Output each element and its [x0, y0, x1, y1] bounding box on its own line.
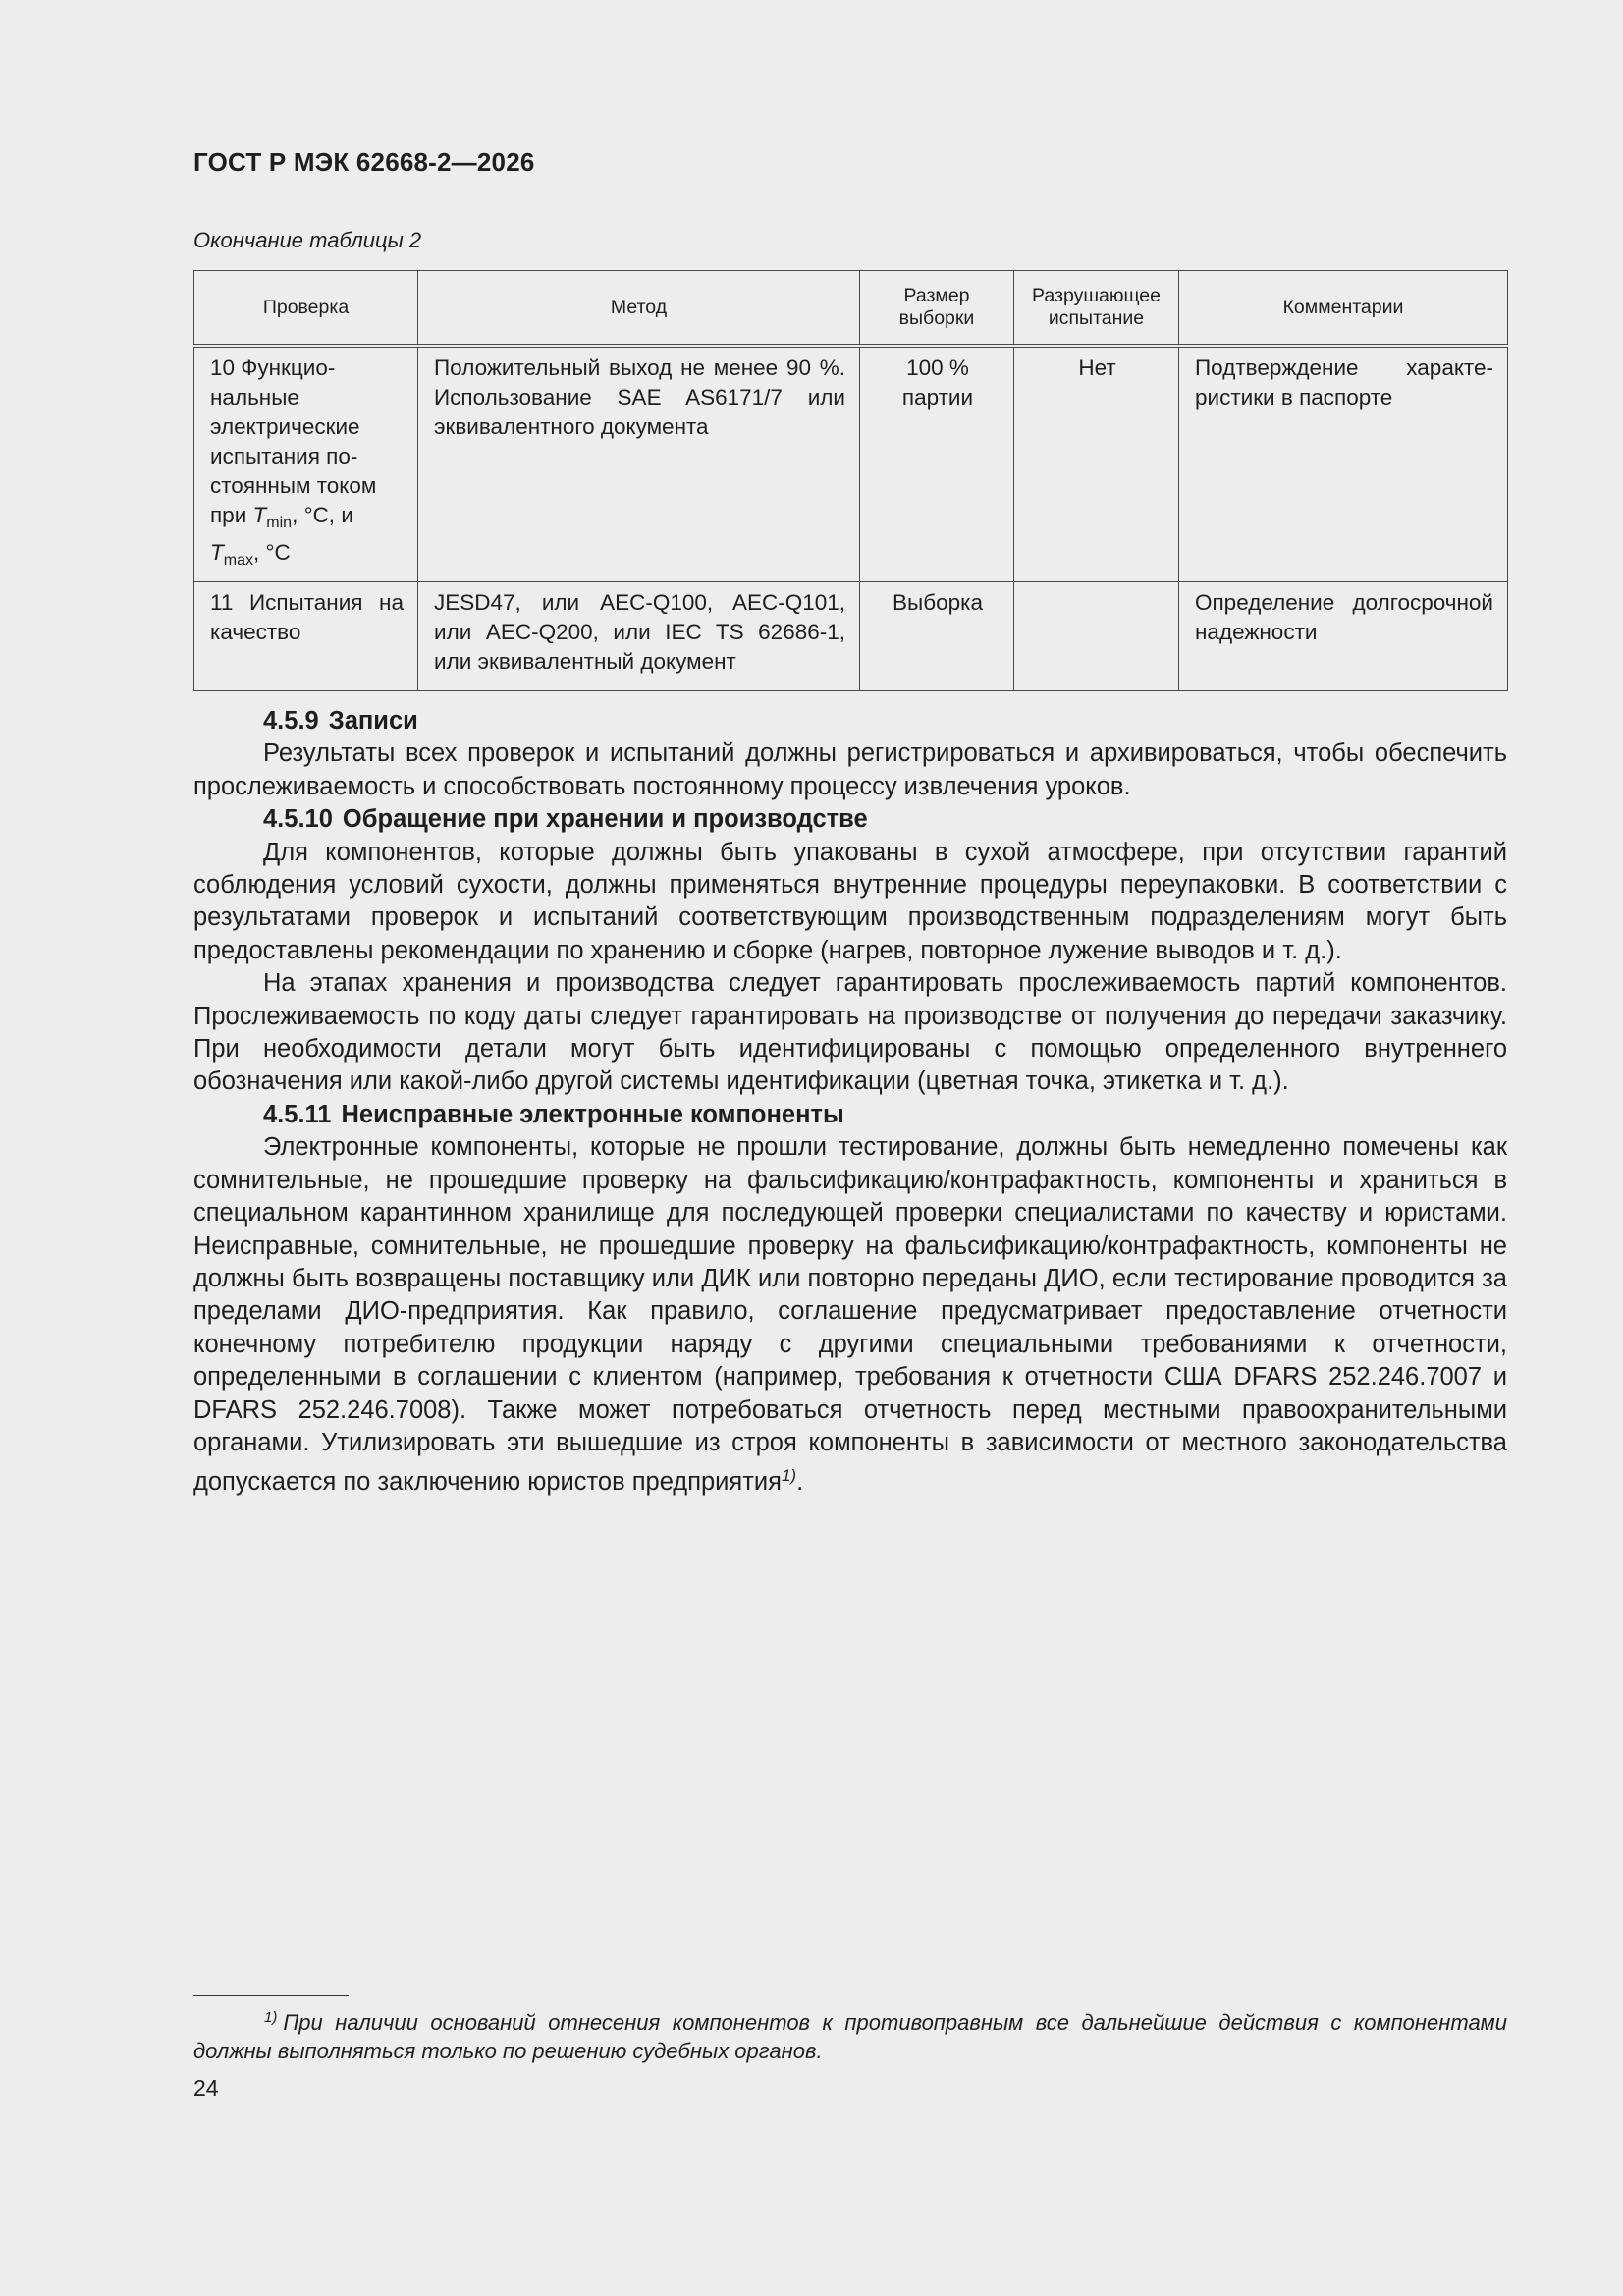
column-header-comments: Комментарии	[1179, 271, 1508, 347]
cell-destructive-test	[1014, 582, 1179, 691]
cell-comment: Определение долгосрочной надежности	[1179, 582, 1508, 691]
paragraph: Результаты всех проверок и испытаний должны регистрироваться и архивироваться, чтобы обеспечить прослеживаемость и способствовать постоянному процессу извлечения уроков.	[193, 739, 1507, 800]
inspection-table	[193, 270, 1508, 691]
page-number: 24	[193, 2075, 219, 2101]
cell-sample-size: Выборка	[860, 582, 1014, 691]
table-header-row	[194, 271, 1508, 347]
cell-comment: Подтверждение характеристики в паспорте	[1179, 346, 1508, 582]
footnote-marker: 1)	[264, 2009, 278, 2026]
document-header: ГОСТ Р МЭК 62668-2—2026	[193, 147, 535, 177]
footnote-text: При наличии оснований отнесения компонентов к противоправным все дальнейшие действия с компонентами должны выполняться только по решению судебных органов.	[193, 2010, 1507, 2063]
section-heading-4-5-11: 4.5.11 Неисправные электронные компоненты	[263, 1100, 844, 1128]
footnote	[193, 2003, 1507, 2065]
cell-check: 11 Испытания на качество	[194, 582, 418, 691]
paragraph: Электронные компоненты, которые не прошли тестирование, должны быть немедленно помечены как сомнительные, не прошедшие проверку на фальсификацию/контрафактность, компоненты и храниться в специальном карантинном хранилище для последующей проверки специалистами по качеству и юристами. Неисправные, сомнительные, не прошедшие проверку на фальсификацию/контрафактность, компоненты не должны быть возвращены поставщику или ДИК или повторно переданы ДИО, если тестирование проводится за пределами ДИО-предприятия. Как правило, соглашение предусматривает предоставление отчетности конечному потребителю продукции наряду с другими специальными требованиями к отчетности, определенными в соглашении с клиентом (например, требования к отчетности США DFARS 252.246.7007 и DFARS 252.246.7008). Также может потребоваться отчетность перед местными правоохранительными органами. Утилизировать эти вышедшие из строя компоненты в зависимости от местного законодательства допускается по заключению юристов предприятия$^{1)}$.	[193, 1133, 1507, 1497]
column-header-method: Метод	[418, 271, 860, 347]
cell-check: 10 Функциональные электрические испытания постоянным током при $T_{min}$, °C, и $T_{max}$, °C	[194, 346, 418, 582]
cell-sample-size: 100 % партии	[860, 346, 1014, 582]
column-header-sample-size: Размер выборки	[860, 271, 1014, 347]
section-heading-4-5-9: 4.5.9 Записи	[263, 707, 418, 735]
body-text	[193, 705, 1507, 1500]
table-row	[194, 346, 1508, 582]
footnote-separator	[193, 1995, 349, 1996]
cell-method: JESD47, или AEC-Q100, AEC-Q101, или AEC-Q200, или IEC TS 62686-1, или эквивалентный документ	[418, 582, 860, 691]
column-header-check: Проверка	[194, 271, 418, 347]
cell-method: Положительный выход не менее 90 %. Использование SAE AS6171/7 или эквивалентного документа	[418, 346, 860, 582]
cell-destructive-test: Нет	[1014, 346, 1179, 582]
table-caption: Окончание таблицы 2	[193, 228, 422, 252]
paragraph: На этапах хранения и производства следует гарантировать прослеживаемость партий компонентов. Прослеживаемость по коду даты следует гарантировать на производстве от получения до передачи заказчику. При необходимости детали могут быть идентифицированы с помощью определенного внутреннего обозначения или какой-либо другой системы идентификации (цветная точка, этикетка и т. д.).	[193, 969, 1507, 1096]
table-row	[194, 582, 1508, 691]
paragraph: Для компонентов, которые должны быть упакованы в сухой атмосфере, при отсутствии гарантий соблюдения условий сухости, должны применяться внутренние процедуры переупаковки. В соответствии с результатами проверок и испытаний соответствующим производственным подразделениям могут быть предоставлены рекомендации по хранению и сборке (нагрев, повторное лужение выводов и т. д.).	[193, 838, 1507, 964]
footnote-reference[interactable]: 1)	[781, 1466, 797, 1486]
section-heading-4-5-10: 4.5.10 Обращение при хранении и производстве	[263, 805, 868, 834]
column-header-destructive-test: Разрушающее испытание	[1014, 271, 1179, 347]
